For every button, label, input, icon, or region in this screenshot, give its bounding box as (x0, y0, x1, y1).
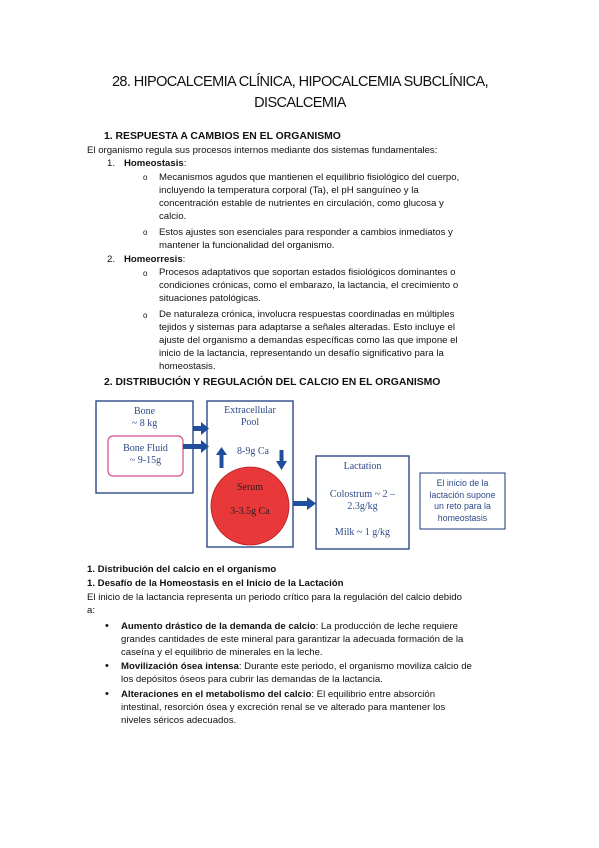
bone-value: ~ 8 kg (131, 418, 158, 429)
colostrum-line-2: 2.3g/kg (347, 501, 378, 512)
item-1-number: 1. (107, 158, 116, 169)
title-line-2: DISCALCEMIA (254, 95, 346, 111)
text-line: Mecanismos agudos que mantienen el equilibrio fisiológico del cuerpo, (159, 172, 460, 183)
text-line: tejidos y sistemas para adaptarse a señales alteradas. Esto incluye el (159, 322, 455, 333)
bullet-dot-icon: • (105, 660, 109, 672)
bone-label (96, 406, 193, 430)
bullet-label: Alteraciones en el metabolismo del calcio (121, 689, 312, 700)
text-line: concentración estable de nutrientes en circulación, como glucosa y (159, 198, 444, 209)
text-line: De naturaleza crónica, involucra respuestas coordinadas en múltiples (159, 309, 455, 320)
lactation-title: Lactation (343, 461, 382, 472)
colostrum-line-1: Colostrum ~ 2 – (329, 489, 396, 500)
text-line (121, 660, 472, 673)
bullet-square-icon: o (143, 311, 148, 320)
section-1-intro: El organismo regula sus procesos internos mediante dos sistemas fundamentales: (87, 145, 438, 156)
text-line: ajuste del organismo a demandas específicas como las que impone el (159, 335, 458, 346)
serum-title: Serum (236, 482, 264, 493)
extracellular-title-1: Extracellular (224, 405, 276, 416)
text-line: grandes cantidades de este mineral para garantizar la adecuada formación de la (121, 634, 464, 645)
bullet-square-icon: o (143, 228, 148, 237)
text-line: situaciones patológicas. (159, 293, 261, 304)
serum-value: 3-3.5g Ca (230, 506, 270, 517)
bullet-text: : Durante este periodo, el organismo moviliza calcio de (238, 661, 472, 672)
text-line: inicio de la lactancia, representando un desafío significativo para la (159, 348, 444, 359)
bullet-label: Movilización ósea intensa (121, 661, 239, 672)
section-2-heading: 2. DISTRIBUCIÓN Y REGULACIÓN DEL CALCIO EN EL ORGANISMO (104, 377, 441, 388)
challenge-bullet-2 (121, 660, 472, 686)
title-line-1: 28. HIPOCALCEMIA CLÍNICA, HIPOCALCEMIA SUBCLÍNICA, (111, 74, 489, 90)
text-line (121, 620, 463, 633)
item-2-bullet-2 (159, 308, 458, 373)
item-1-bullet-1 (159, 171, 459, 223)
text-line: calcio. (159, 211, 187, 222)
note-line-4: homeostasis (437, 512, 488, 523)
distribution-heading: 1. Distribución del calcio en el organismo (87, 564, 277, 575)
lactation-note (420, 478, 505, 524)
page-title (60, 72, 540, 114)
text-line: caseína y el equilibrio de minerales en la leche. (121, 647, 323, 658)
bone-fluid-label (108, 443, 183, 467)
item-1-label: Homeostasis (124, 158, 184, 169)
bullet-dot-icon: • (105, 620, 109, 632)
challenge-heading: 1. Desafío de la Homeostasis en el Inicio de la Lactación (87, 578, 344, 589)
text-line: niveles séricos adecuados. (121, 715, 237, 726)
text-line: a: (87, 605, 96, 616)
bullet-text: : La producción de leche requiere (315, 621, 458, 632)
bullet-square-icon: o (143, 173, 148, 182)
extracellular-label (207, 405, 293, 429)
bullet-dot-icon: • (105, 688, 109, 700)
item-1-bullet-2 (159, 226, 453, 252)
text-line: condiciones crónicas, como el embarazo, la lactancia, el crecimiento o (159, 280, 459, 291)
extracellular-value: 8-9g Ca (237, 446, 269, 457)
challenge-bullet-1 (121, 620, 463, 659)
item-2-bullet-1 (159, 266, 458, 305)
bullet-square-icon: o (143, 269, 148, 278)
challenge-intro (87, 591, 462, 617)
bullet-text: : El equilibrio entre absorción (311, 689, 436, 700)
note-line-2: lactación supone (429, 489, 496, 500)
item-1-suffix: : (183, 158, 187, 169)
extracellular-title-2: Pool (240, 417, 260, 428)
text-line: El inicio de la lactancia representa un periodo crítico para la regulación del calcio debido (87, 592, 462, 603)
section-1-heading: 1. RESPUESTA A CAMBIOS EN EL ORGANISMO (104, 131, 341, 142)
challenge-bullet-3 (121, 688, 445, 727)
text-line: mantener la funcionalidad del organismo. (159, 240, 335, 251)
item-2-number: 2. (107, 254, 116, 265)
colostrum-label (316, 489, 409, 513)
bone-title: Bone (133, 406, 156, 417)
note-line-3: un reto para la (434, 501, 491, 511)
bone-fluid-value: ~ 9-15g (129, 455, 162, 466)
text-line: los depósitos óseos para cubrir las demandas de la lactancia. (121, 674, 383, 685)
text-line: Estos ajustes son esenciales para responder a cambios inmediatos y (159, 227, 453, 238)
item-2-label: Homeorresis (124, 254, 183, 265)
item-1-heading (124, 157, 186, 170)
text-line (121, 688, 445, 701)
item-2-suffix: : (182, 254, 186, 265)
calcium-distribution-figure (95, 398, 507, 554)
text-line: homeostasis. (159, 361, 216, 372)
text-line: Procesos adaptativos que soportan estados fisiológicos dominantes o (159, 267, 456, 278)
bone-fluid-title: Bone Fluid (123, 443, 168, 454)
arrow-pool-to-lactation (293, 497, 316, 510)
note-line-1: El inicio de la (436, 478, 489, 488)
bullet-label: Aumento drástico de la demanda de calcio (121, 621, 316, 632)
milk-label: Milk ~ 1 g/kg (334, 527, 391, 538)
text-line: intestinal, resorción ósea y excreción renal se ve alterado para mantener los (121, 702, 446, 713)
text-line: incluyendo la temperatura corporal (Ta), el pH sanguíneo y la (159, 185, 419, 196)
item-2-heading (124, 253, 185, 266)
